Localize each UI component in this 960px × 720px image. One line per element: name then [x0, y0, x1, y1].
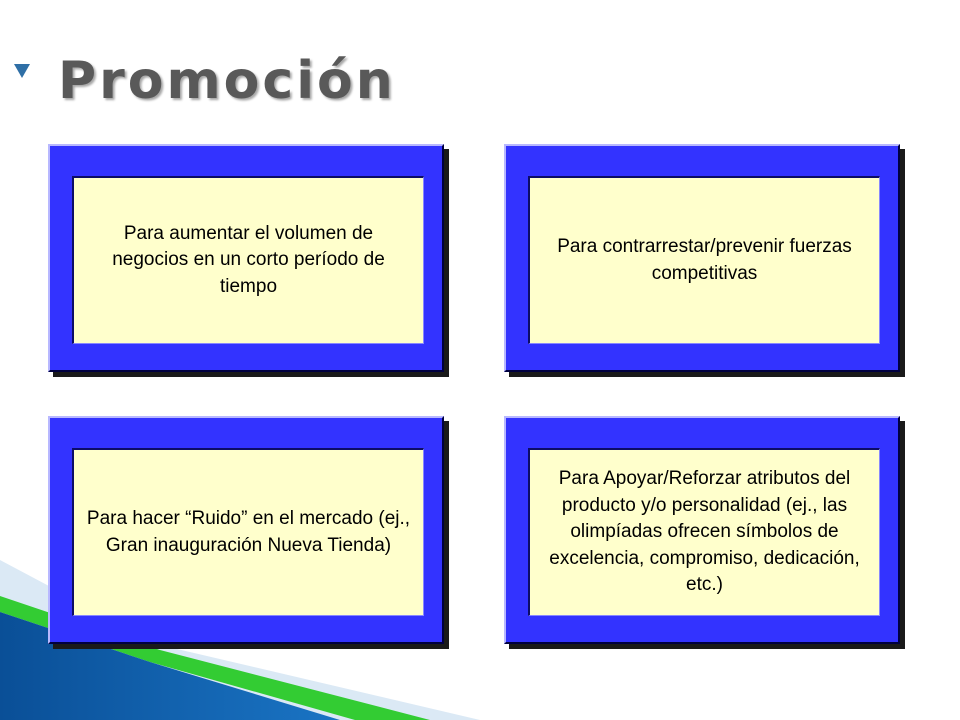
promo-card-text: Para hacer “Ruido” en el mercado (ej., Gran inauguración Nueva Tienda): [72, 448, 424, 616]
promo-card-increase-volume: [48, 144, 444, 372]
promo-card-text: Para Apoyar/Reforzar atributos del producto y/o personalidad (ej., las olimpíadas ofrecen símbolos de excelencia, compromiso, dedicación, etc.): [528, 448, 880, 616]
promo-card-counter-competition: [504, 144, 900, 372]
page-title: Promoción: [58, 51, 396, 111]
promo-card-text: Para aumentar el volumen de negocios en un corto período de tiempo: [72, 176, 424, 344]
promo-card-support-attributes: [504, 416, 900, 644]
promo-card-make-noise: [48, 416, 444, 644]
promo-card-text: Para contrarrestar/prevenir fuerzas competitivas: [528, 176, 880, 344]
